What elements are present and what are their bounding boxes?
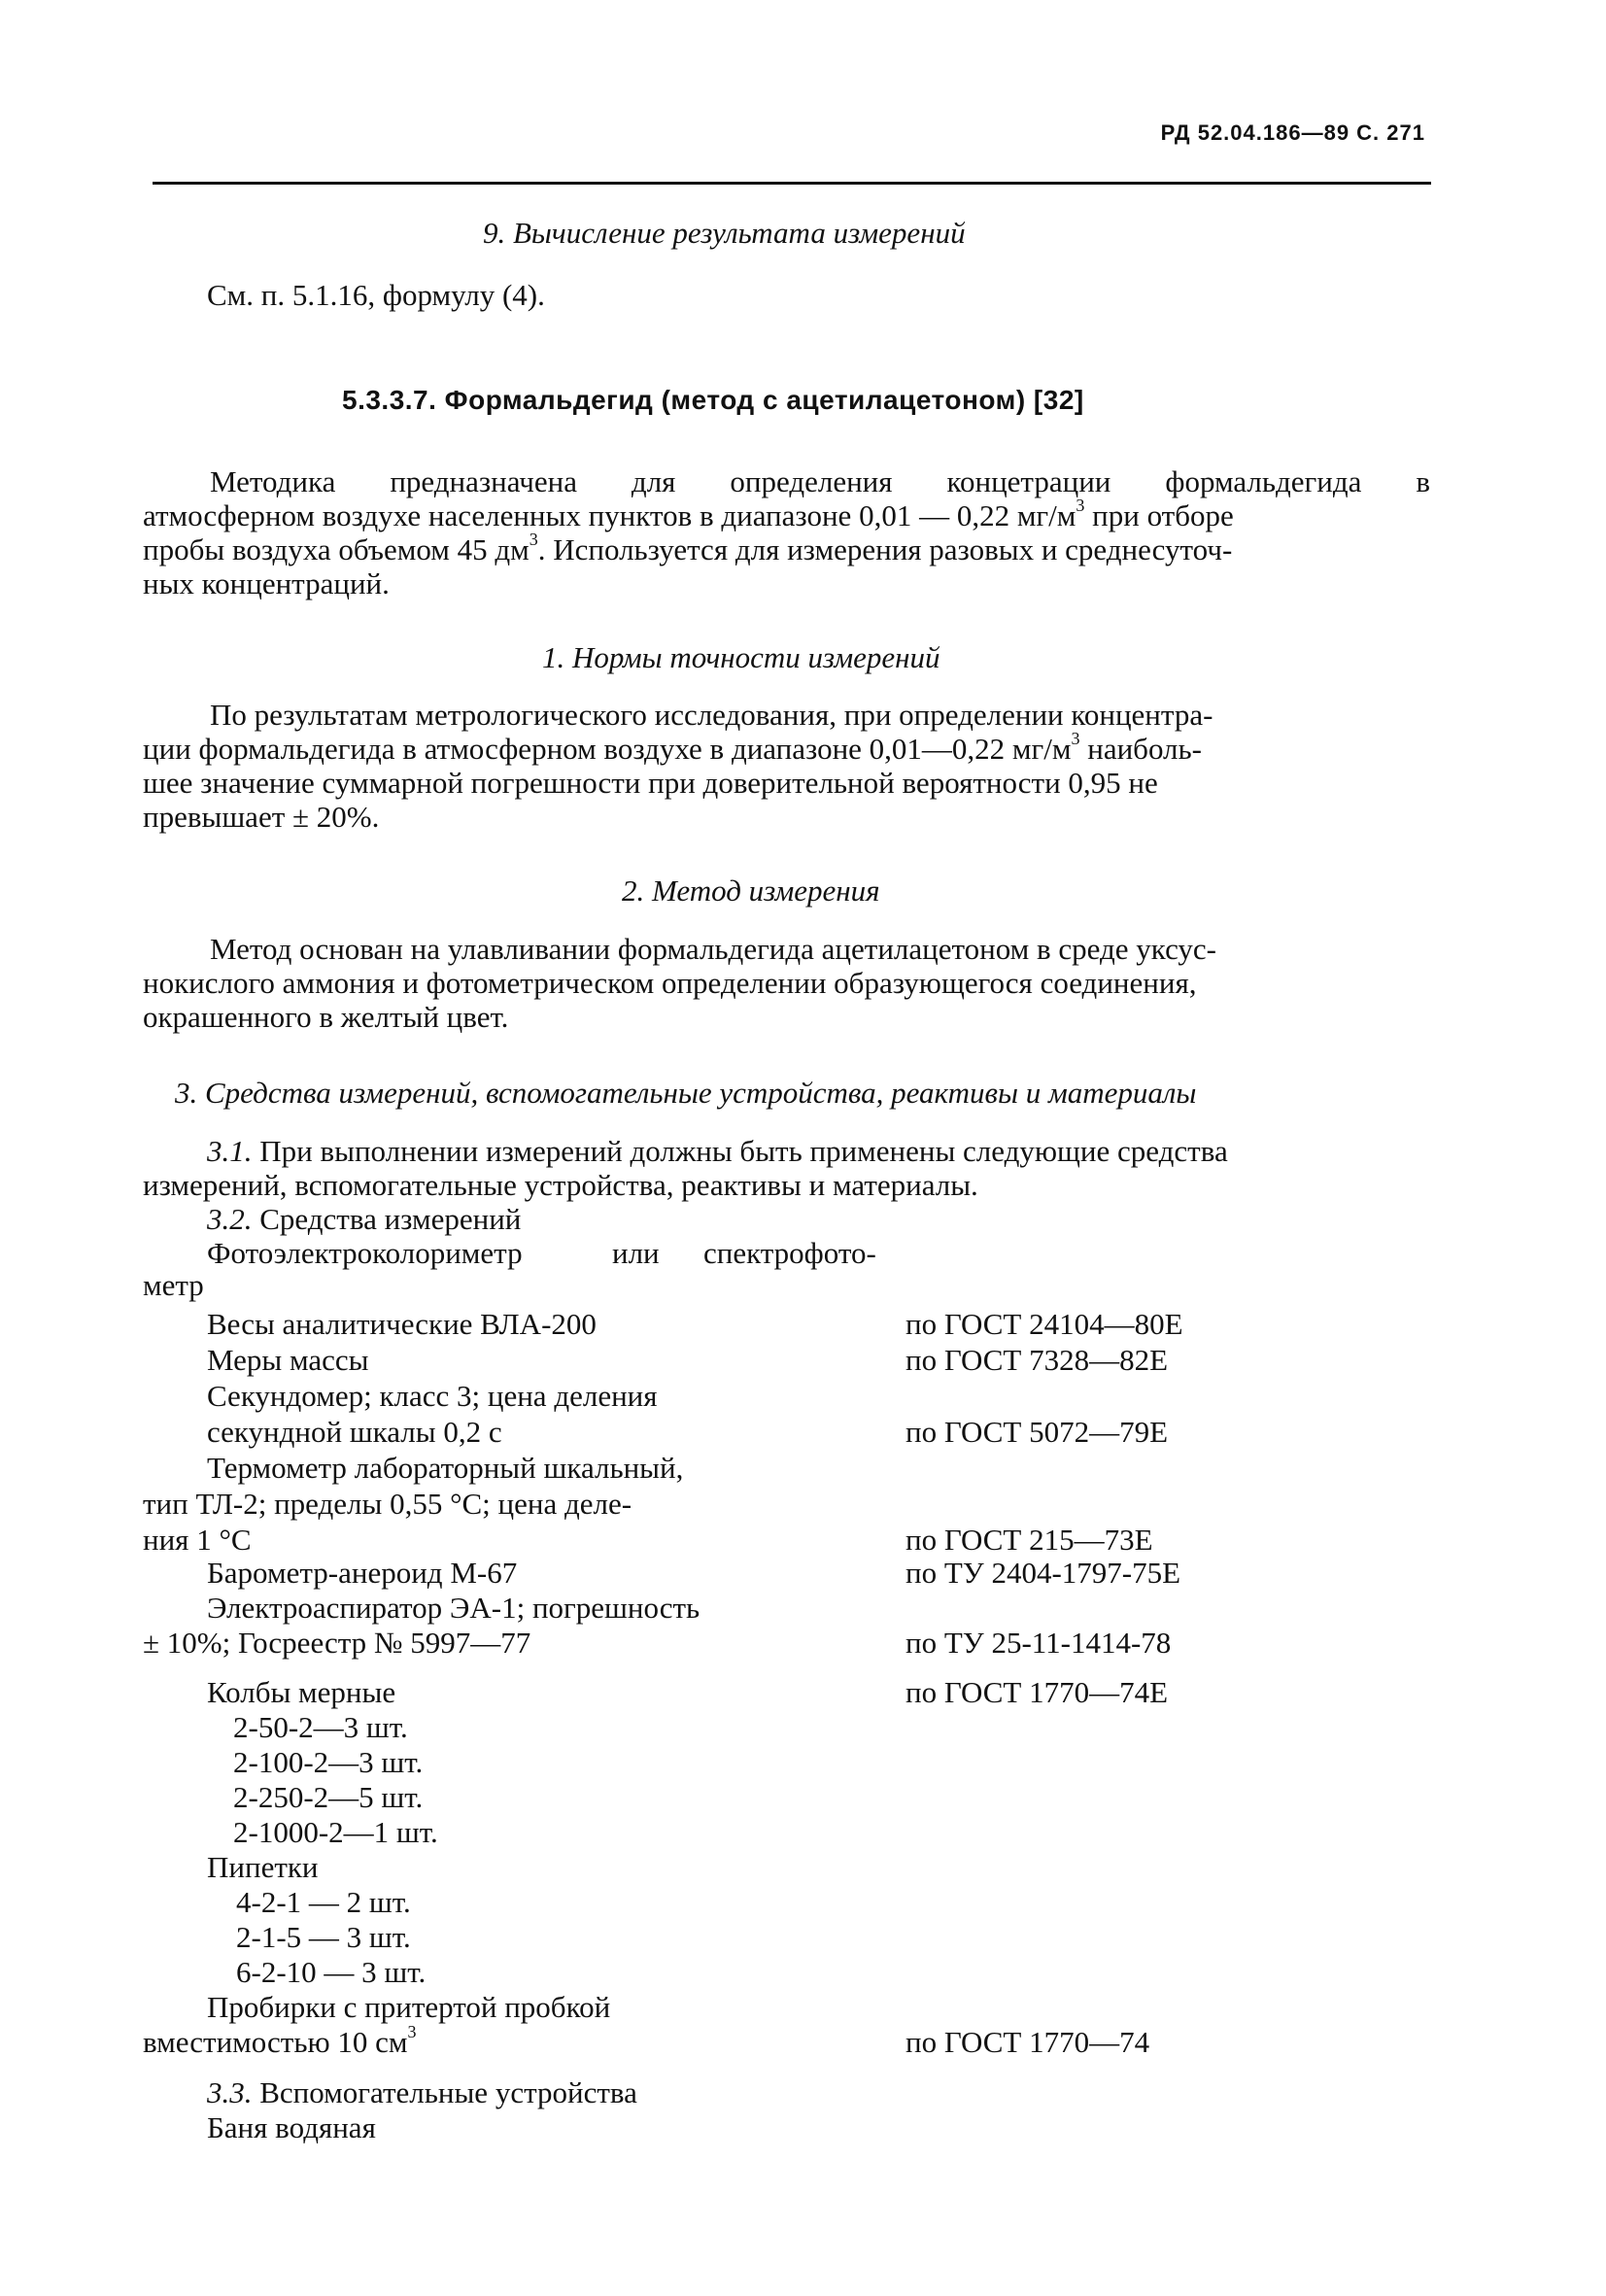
item-elektro-std: по ТУ 25-11-1414-78	[906, 1626, 1172, 1660]
sec1-line-2: ции формальдегида в атмосферном воздухе в диапазоне 0,01—0,22 $мг/м^3$ наиболь-	[143, 728, 1202, 766]
item-baro: Барометр-анероид М-67	[207, 1556, 518, 1590]
header-rule	[153, 182, 1431, 185]
section-9-text: См. п. 5.1.16, формулу (4).	[207, 278, 545, 312]
item-fotoel-b: или	[612, 1236, 660, 1270]
item-banya: Баня водяная	[207, 2110, 376, 2144]
item-term-line-3: ния 1 °С	[143, 1523, 252, 1557]
method-title: 5.3.3.7. Формальдегид (метод с ацетилацетоном) [32]	[342, 385, 1084, 415]
item-elektro-line-2: ± 10%; Госреестр № 5997—77	[143, 1626, 531, 1660]
sec1-line-4: превышает ± 20%.	[143, 800, 380, 834]
item-kolby-1: 2-50-2—3 шт.	[233, 1710, 408, 1744]
section-9-heading: 9. Вычисление результата измерений	[483, 216, 966, 250]
intro-line-3: пробы воздуха объемом 45 $дм^3$. Используется для измерения разовых и среднесуточ-	[143, 529, 1233, 566]
section-1-heading: 1. Нормы точности измерений	[542, 640, 940, 674]
item-sek-line-1: Секундомер; класс 3; цена деления	[207, 1379, 658, 1413]
item-pipetki: Пипетки	[207, 1850, 319, 1884]
sec2-line-2: нокислого аммония и фотометрическом определении образующегося соединения,	[143, 966, 1197, 1000]
item-sek-line-2: секундной шкалы 0,2 с	[207, 1415, 502, 1449]
item-baro-std: по ТУ 2404-1797-75Е	[906, 1556, 1181, 1590]
p31-line-1: 3.1. При выполнении измерений должны быть применены следующие средства	[207, 1134, 1228, 1168]
item-probirki-std: по ГОСТ 1770—74	[906, 2025, 1150, 2059]
item-probirki-line-2: вместимостью 10 $см^3$	[143, 2021, 417, 2059]
sec2-line-1: Метод основан на улавливании формальдегида ацетилацетоном в среде уксус-	[210, 932, 1217, 966]
p31-line-2: измерений, вспомогательные устройства, реактивы и материалы.	[143, 1168, 978, 1202]
section-3-heading: 3. Средства измерений, вспомогательные устройства, реактивы и материалы	[175, 1076, 1197, 1110]
intro-line-4: ных концентраций.	[143, 566, 390, 600]
item-mery: Меры массы	[207, 1343, 369, 1377]
p32-heading: 3.2. Средства измерений	[207, 1202, 522, 1236]
intro-line-1: Методика предназначена для определения концетрации формальдегида в	[210, 464, 1430, 498]
item-kolby-4: 2-1000-2—1 шт.	[233, 1815, 438, 1849]
item-vesy-std: по ГОСТ 24104—80Е	[906, 1307, 1183, 1341]
item-pip-2: 2-1-5 — 3 шт.	[236, 1920, 411, 1954]
intro-line-2: атмосферном воздухе населенных пунктов в диапазоне 0,01 — 0,22 $мг/м^3$ при отборе	[143, 495, 1234, 532]
item-kolby: Колбы мерные	[207, 1675, 396, 1709]
sec1-line-3: шее значение суммарной погрешности при доверительной вероятности 0,95 не	[143, 766, 1158, 800]
item-term-std: по ГОСТ 215—73Е	[906, 1523, 1153, 1557]
item-term-line-2: тип ТЛ-2; пределы 0,55 °С; цена деле-	[143, 1487, 632, 1521]
item-kolby-3: 2-250-2—5 шт.	[233, 1780, 424, 1814]
item-vesy: Весы аналитические ВЛА-200	[207, 1307, 597, 1341]
p33-heading: 3.3. Вспомогательные устройства	[207, 2075, 637, 2109]
item-pip-1: 4-2-1 — 2 шт.	[236, 1885, 411, 1919]
item-fotoel-a: Фотоэлектроколориметр	[207, 1236, 523, 1270]
item-fotoel-d: метр	[143, 1268, 204, 1302]
item-probirki-line-1: Пробирки с притертой пробкой	[207, 1990, 611, 2024]
sec1-line-1: По результатам метрологического исследования, при определении концентра-	[210, 698, 1213, 732]
item-elektro-line-1: Электроаспиратор ЭА-1; погрешность	[207, 1591, 700, 1625]
item-sek-std: по ГОСТ 5072—79Е	[906, 1415, 1169, 1449]
item-mery-std: по ГОСТ 7328—82Е	[906, 1343, 1169, 1377]
item-kolby-std: по ГОСТ 1770—74Е	[906, 1675, 1169, 1709]
item-term-line-1: Термометр лабораторный шкальный,	[207, 1451, 684, 1485]
section-2-heading: 2. Метод измерения	[622, 874, 880, 908]
item-fotoel-c: спектрофото-	[703, 1236, 876, 1270]
item-pip-3: 6-2-10 — 3 шт.	[236, 1955, 427, 1989]
item-kolby-2: 2-100-2—3 шт.	[233, 1745, 424, 1779]
sec2-line-3: окрашенного в желтый цвет.	[143, 1000, 509, 1034]
page-header: РД 52.04.186—89 С. 271	[1160, 120, 1425, 145]
